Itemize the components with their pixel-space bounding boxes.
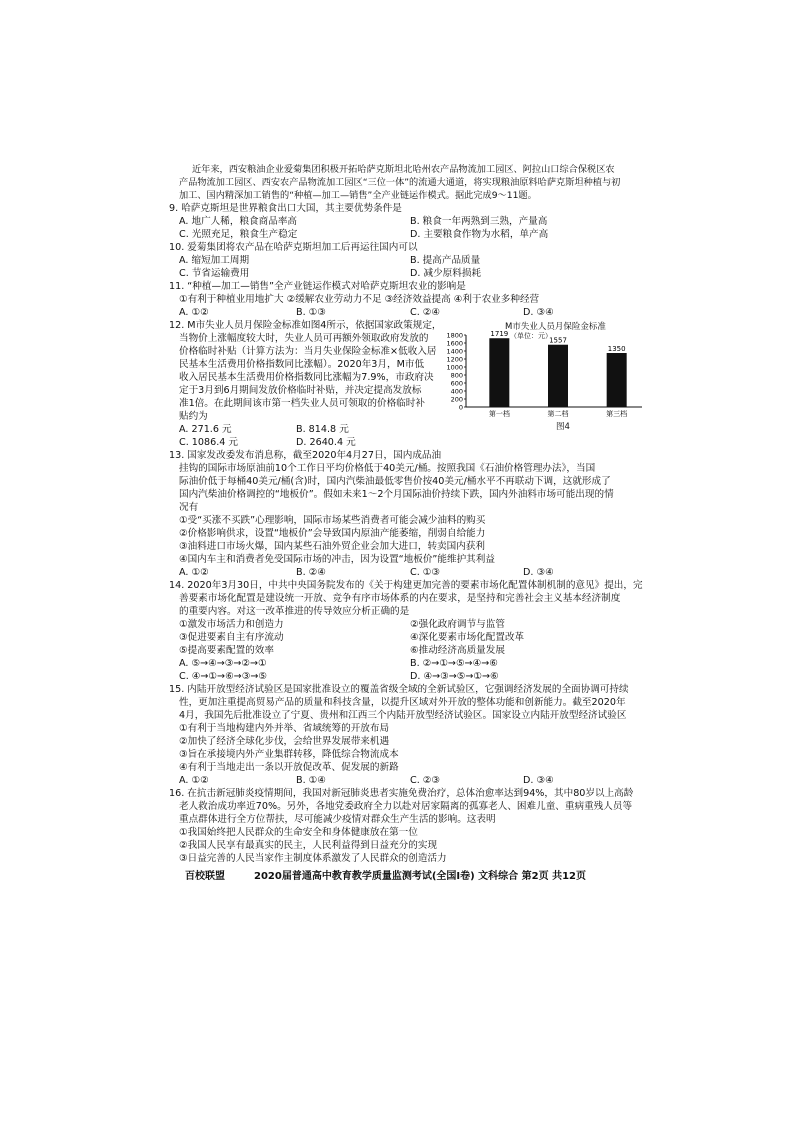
q12-line-3: 价格临时补贴（计算方法为：当月失业保险金标准×低收入居 (179, 346, 437, 357)
q12-line-5: 收入居民基本生活费用价格指数同比涨幅为7.9%，市政府决 (179, 372, 434, 383)
q15-option-a: A. ①② (179, 775, 209, 786)
q11-option-d: D. ③④ (523, 307, 554, 318)
q13-line-5: 况有 (179, 502, 199, 513)
q16-item-2: ②我国人民享有最真实的民主，人民利益得到日益充分的实现 (179, 840, 438, 851)
q13-option-b: B. ②④ (296, 567, 326, 578)
q12-line-6: 定于3月到6月期间发放价格临时补贴，并决定提高发放标 (179, 385, 422, 396)
q11-option-c: C. ②④ (410, 307, 440, 318)
q14-line-3: 的重要内容。对这一改革推进的传导效应分析正确的是 (179, 606, 410, 617)
chart-caption: 图4 (556, 422, 570, 432)
q9-option-a: A. 地广人稀，粮食商品率高 (179, 216, 298, 227)
bar-3 (607, 353, 627, 407)
q15-item-2: ②加快了经济全球化步伐，会给世界发展带来机遇 (179, 736, 390, 747)
y-tick-label: 1600 (446, 339, 463, 348)
q13-item-2: ②价格影响供求，设置“地板价”会导致国内原油产能萎缩，削弱自给能力 (179, 528, 486, 539)
intro-line-2: 产品物流加工园区、西安农产品物流加工园区“三位一体”的流通大通道，将实现粮油原料哈萨克斯坦种植与初 (179, 177, 621, 188)
q9-option-c: C. 光照充足，粮食生产稳定 (179, 229, 298, 240)
q14-item-2: ②强化政府调节与监管 (410, 619, 505, 630)
q10-option-b: B. 提高产品质量 (410, 255, 481, 266)
q13-line-3: 际油价低于每桶40美元/桶(含)时，国内汽柴油最低零售价按40美元/桶水平不再联动下调，这就形成了 (179, 476, 611, 487)
y-tick-label: 600 (450, 379, 463, 388)
q16-item-1: ①我国始终把人民群众的生命安全和身体健康放在第一位 (179, 827, 418, 838)
y-tick-label: 200 (450, 395, 463, 404)
q12-line-1: 12. M市失业人员月保险金标准如图4所示，依据国家政策规定， (169, 320, 442, 331)
bar-1 (489, 338, 509, 407)
q9-stem: 9. 哈萨克斯坦是世界粮食出口大国，其主要优势条件是 (169, 203, 402, 214)
q16-item-3: ③日益完善的人民当家作主制度体系激发了人民群众的创造活力 (179, 853, 447, 864)
q14-option-b: B. ②→①→⑤→④→⑥ (410, 658, 498, 669)
q11-option-a: A. ①② (179, 307, 209, 318)
q13-option-c: C. ①③ (410, 567, 440, 578)
y-tick-label: 1200 (446, 355, 463, 364)
q15-option-c: C. ②③ (410, 775, 440, 786)
y-tick-label: 0 (458, 403, 463, 412)
chart-unit: （单位：元） (510, 332, 552, 340)
bar-chart (438, 325, 648, 425)
q15-item-1: ①有利于当地构建内外并举、省域统筹的开放布局 (179, 723, 390, 734)
q12-option-d: D. 2640.4 元 (296, 437, 356, 448)
q12-line-8: 贴约为 (179, 411, 208, 422)
x-category-label: 第二档 (547, 410, 569, 418)
q12-option-c: C. 1086.4 元 (179, 437, 239, 448)
q14-line-1: 14. 2020年3月30日，中共中央国务院发布的《关于构建更加完善的要素市场化配置体制机制的意见》提出，完 (169, 580, 643, 591)
q15-item-4: ④有利于当地走出一条以开放促改革、促发展的新路 (179, 762, 399, 773)
bar-value-label: 1350 (607, 345, 626, 353)
y-tick-label: 800 (450, 371, 463, 380)
q9-option-d: D. 主要粮食作物为水稻，单产高 (410, 229, 549, 240)
q9-option-b: B. 粮食一年两熟到三熟，产量高 (410, 216, 548, 227)
bar-value-label: 1557 (549, 336, 567, 345)
x-category-label: 第一档 (488, 410, 510, 418)
q15-line-3: 4月，我国先后批准设立了宁夏、贵州和江西三个内陆开放型经济试验区。国家设立内陆开放型经济试验区 (179, 710, 627, 721)
q11-stem: 11. “种植—加工—销售”全产业链运作模式对哈萨克斯坦农业的影响是 (169, 281, 466, 292)
q10-stem: 10. 爱菊集团将农产品在哈萨克斯坦加工后再运往国内可以 (169, 242, 418, 253)
footer-brand-logo: 百校联盟 (185, 871, 225, 882)
q12-option-b: B. 814.8 元 (296, 424, 349, 435)
q14-option-c: C. ④→①→⑥→③→⑤ (179, 671, 267, 682)
q11-option-b: B. ①③ (296, 307, 326, 318)
y-tick-label: 1400 (446, 347, 463, 356)
bar-2 (548, 345, 568, 407)
chart-title: M市失业人员月保险金标准 (505, 322, 606, 332)
q10-option-d: D. 减少原料损耗 (410, 268, 482, 279)
q15-line-2: 性，更加注重提高贸易产品的质量和科技含量，以提升区域对外开放的整体功能和创新能力。截至2020年 (179, 697, 626, 708)
q10-option-a: A. 缩短加工周期 (179, 255, 250, 266)
q14-option-a: A. ⑤→④→③→②→① (179, 658, 267, 669)
y-tick-label: 1800 (446, 331, 463, 340)
q15-item-3: ③旨在承接境内外产业集群转移，降低综合物流成本 (179, 749, 399, 760)
y-tick-label: 400 (450, 387, 463, 396)
q13-item-1: ①受“买涨不买跌”心理影响，国际市场某些消费者可能会减少油料的购买 (179, 515, 486, 526)
footer-text: 2020届普通高中教育教学质量监测考试(全国Ⅰ卷) 文科综合 第2页 共12页 (254, 871, 587, 882)
q14-item-6: ⑥推动经济高质量发展 (410, 645, 505, 656)
q14-item-1: ①激发市场活力和创造力 (179, 619, 284, 630)
intro-line-1: 近年来，西安粮油企业爱菊集团积极开拓哈萨克斯坦北哈州农产品物流加工园区、阿拉山口综合保税区农 (192, 164, 615, 175)
q13-line-1: 13. 国家发改委发布消息称，截至2020年4月27日，国内成品油 (169, 450, 442, 461)
q16-line-2: 老人救治成功率近70%。另外，各地党委政府全力以赴对居家隔离的孤寡老人、困难儿童、重病重残人员等 (179, 801, 633, 812)
q14-option-d: D. ④→③→⑤→①→⑥ (410, 671, 499, 682)
q13-item-3: ③油料进口市场火爆，国内某些石油外贸企业会加大进口，转卖国内获利 (179, 541, 486, 552)
q16-line-1: 16. 在抗击新冠肺炎疫情期间，我国对新冠肺炎患者实施免费治疗，总体治愈率达到94%，其中80岁以上高龄 (169, 788, 634, 799)
q12-line-7: 准1倍。在此期间该市第一档失业人员可领取的价格临时补 (179, 398, 425, 409)
q11-items: ①有利于种植业用地扩大 ②缓解农业劳动力不足 ③经济效益提高 ④利于农业多种经营 (179, 294, 540, 305)
q10-option-c: C. 节省运输费用 (179, 268, 250, 279)
q13-line-4: 国内汽柴油价格调控的“地板价”。假如未来1～2个月国际油价持续下跌，国内外油料市场可能出现的情 (179, 489, 614, 500)
x-category-label: 第三档 (606, 410, 628, 418)
q14-item-5: ⑤提高要素配置的效率 (179, 645, 274, 656)
q14-line-2: 善要素市场化配置是建设统一开放、竞争有序市场体系的内在要求，是坚持和完善社会主义基本经济制度 (179, 593, 621, 604)
q13-line-2: 挂钩的国际市场原油前10个工作日平均价格低于40美元/桶。按照我国《石油价格管理办法》，当国 (179, 463, 596, 474)
q16-line-3: 重点群体进行全方位帮扶，尽可能减少疫情对群众生产生活的影响。这表明 (179, 814, 496, 825)
bar-value-label: 1719 (490, 330, 509, 339)
q12-line-2: 当物价上涨幅度较大时，失业人员可再额外领取政府发放的 (179, 333, 429, 344)
q13-option-a: A. ①② (179, 567, 209, 578)
q15-option-d: D. ③④ (523, 775, 554, 786)
q14-item-4: ④深化要素市场化配置改革 (410, 632, 525, 643)
q13-item-4: ④国内车主和消费者免受国际市场的冲击，因为设置“地板价”能维护其利益 (179, 554, 495, 565)
y-tick-label: 1000 (446, 363, 463, 372)
q12-line-4: 民基本生活费用价格指数同比涨幅）。2020年3月，M市低 (179, 359, 425, 370)
q12-option-a: A. 271.6 元 (179, 424, 232, 435)
q15-option-b: B. ①④ (296, 775, 326, 786)
q14-item-3: ③促进要素自主有序流动 (179, 632, 284, 643)
intro-line-3: 加工、国内精深加工销售的“种植—加工—销售”全产业链运作模式。据此完成9～11题。 (179, 190, 537, 201)
q13-option-d: D. ③④ (523, 567, 554, 578)
q15-line-1: 15. 内陆开放型经济试验区是国家批准设立的覆盖省级全域的全新试验区，它强调经济发展的全面协调可持续 (169, 684, 629, 695)
